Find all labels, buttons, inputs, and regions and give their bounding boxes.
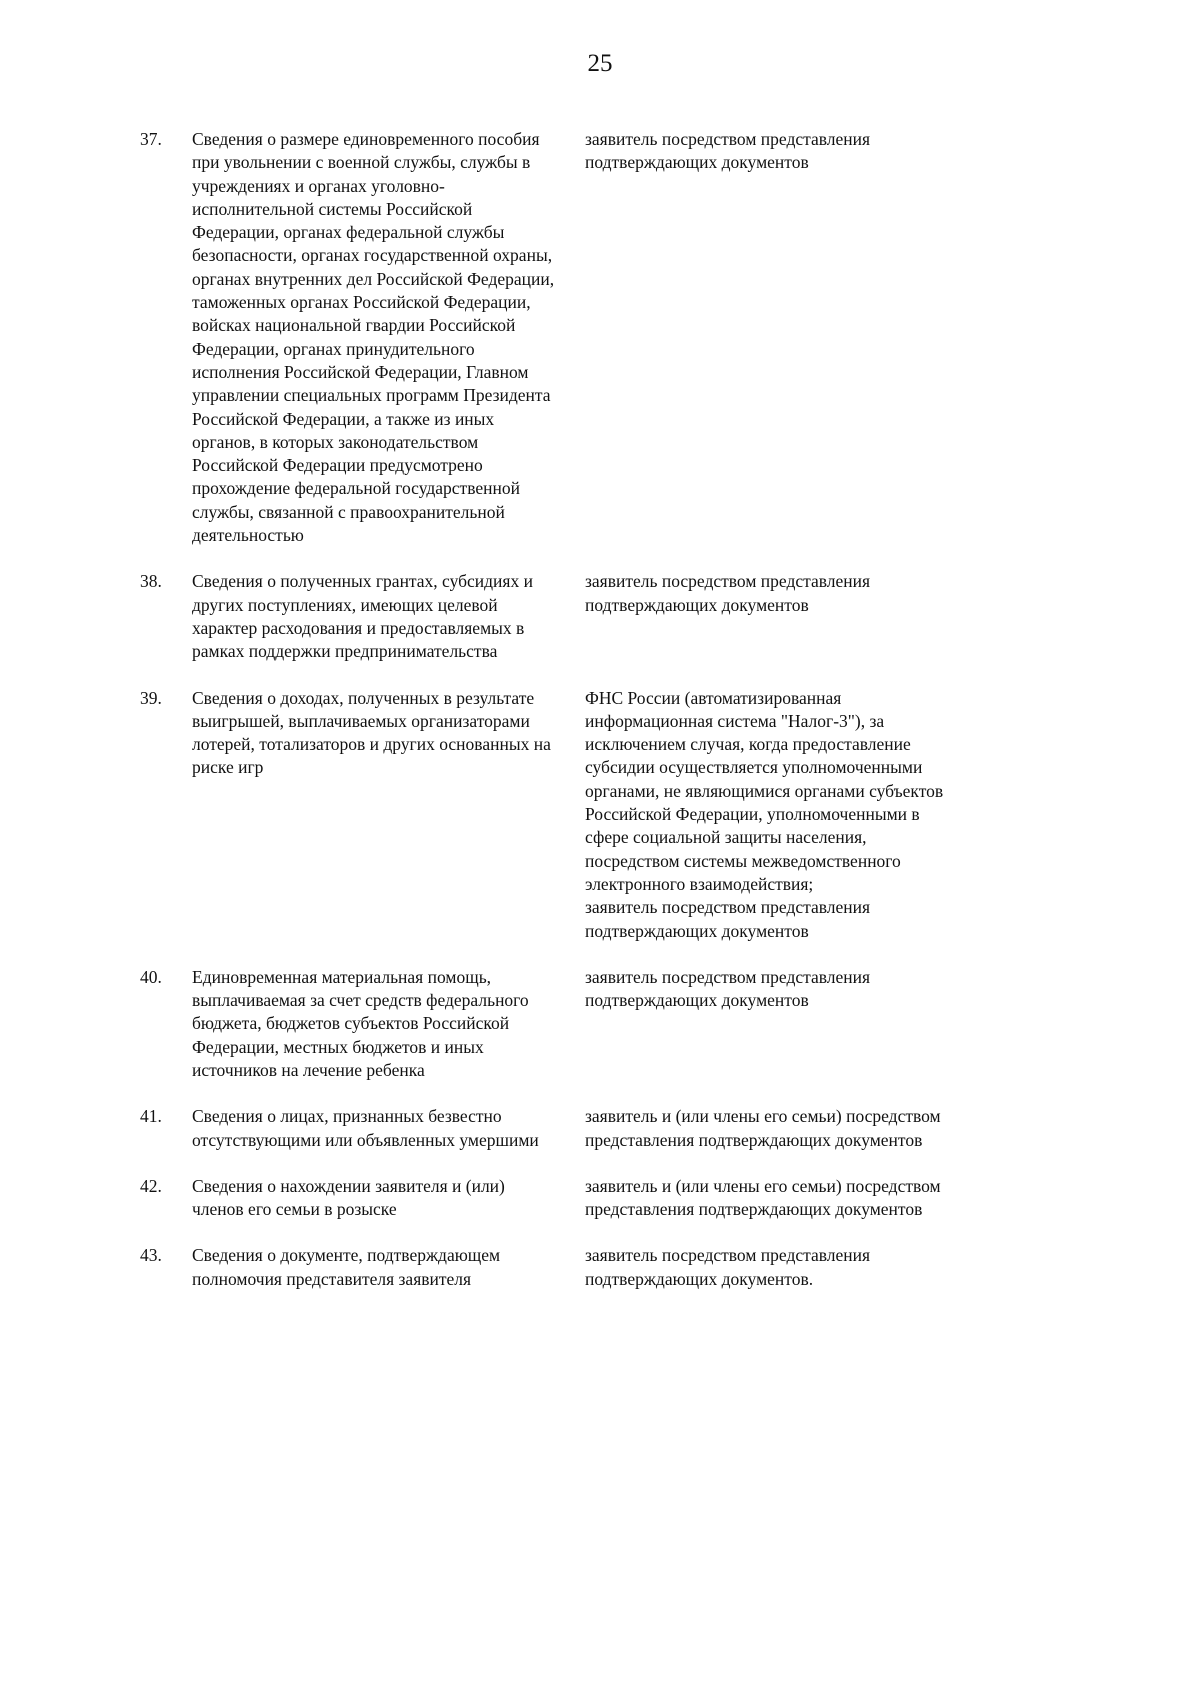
- row-source: заявитель посредством представления подтверждающих документов: [585, 966, 871, 1011]
- row-description: Сведения о доходах, полученных в результате выигрышей, выплачиваемых организаторами лотерей, тотализаторов и других основанных на риске игр: [192, 687, 551, 778]
- table-row: [140, 1105, 1060, 1152]
- row-number: 40.: [140, 966, 162, 987]
- table-row: [140, 570, 1060, 663]
- row-number: 38.: [140, 571, 162, 592]
- row-number: 43.: [140, 1245, 162, 1266]
- row-source: заявитель посредством представления подтверждающих документов: [585, 571, 871, 615]
- row-source: ФНС России (автоматизированная информационная система "Налог-3"), за исключением случая, когда предоставление субсидии осуществляется уполномоченными органами, не являющимися органами субъектов Российской Федерации, уполномоченными в сфере социальной защиты населения, посредством системы межведомственного электронного взаимодействия; заявитель посредством представления подтверждающих документов: [585, 687, 944, 941]
- row-number: 42.: [140, 1175, 162, 1196]
- row-source: заявитель и (или члены его семьи) посредством представления подтверждающих документов: [585, 1106, 941, 1150]
- table-row: [140, 966, 1060, 1082]
- row-description: Единовременная материальная помощь, выплачиваемая за счет средств федерального бюджета, бюджетов субъектов Российской Федерации, местных бюджетов и иных источников на лечение ребенка: [192, 966, 529, 1080]
- table-row: [140, 687, 1060, 943]
- row-source: заявитель посредством представления подтверждающих документов.: [585, 1245, 871, 1289]
- row-number: 39.: [140, 687, 162, 708]
- row-number: 37.: [140, 129, 162, 149]
- row-source: заявитель и (или члены его семьи) посредством представления подтверждающих документов: [585, 1175, 941, 1220]
- row-number: 41.: [140, 1106, 162, 1127]
- row-source: заявитель посредством представления подтверждающих документов: [585, 129, 871, 173]
- row-description: Сведения о полученных грантах, субсидиях и других поступлениях, имеющих целевой характер расходования и предоставляемых в рамках поддержки предпринимательства: [192, 571, 533, 662]
- row-description: Сведения о нахождении заявителя и (или) членов его семьи в розыске: [192, 1175, 505, 1220]
- row-description: Сведения о лицах, признанных безвестно отсутствующими или объявленных умершими: [192, 1106, 539, 1150]
- table-row: [140, 1244, 1060, 1291]
- table-row: [140, 1175, 1060, 1222]
- row-description: Сведения о размере единовременного пособия при увольнении с военной службы, службы в учреждениях и органах уголовно- исполнительной системы Российской Федерации, органах федеральной службы безопасности, органах государственной охраны, органах внутренних дел Российской Федерации, таможенных органах Российской Федерации, войсках национальной гвардии Российской Федерации, органах принудительного исполнения Российской Федерации, Главном управлении специальных программ Президента Российской Федерации, а также из иных органов, в которых законодательством Российской Федерации предусмотрено прохождение федеральной государственной службы, связанной с правоохранительной деятельностью: [192, 129, 555, 546]
- page-number: 25: [587, 50, 613, 77]
- table-body: [140, 128, 1060, 1314]
- row-description: Сведения о документе, подтверждающем полномочия представителя заявителя: [192, 1245, 501, 1289]
- table-row: [140, 128, 1060, 547]
